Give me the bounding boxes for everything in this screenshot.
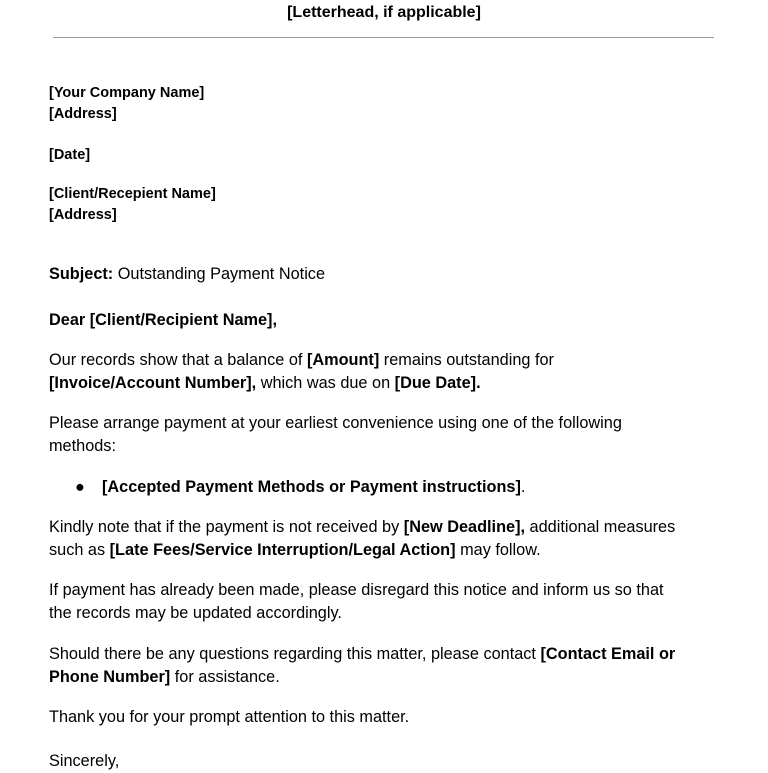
measures-placeholder: [Late Fees/Service Interruption/Legal Action] — [109, 540, 456, 559]
text-run: . — [520, 478, 526, 496]
paragraph-deadline-line1 — [49, 516, 729, 539]
paragraph-balance — [49, 349, 729, 394]
recipient-address: [Address] — [49, 206, 117, 223]
text-run: such as — [49, 540, 110, 559]
bullet-icon: ● — [75, 478, 85, 496]
paragraph-balance-line1 — [49, 349, 729, 372]
closing: Sincerely, — [49, 752, 120, 770]
text-run: additional measures — [525, 518, 676, 536]
paragraph-deadline — [49, 516, 729, 561]
list-item — [75, 476, 525, 499]
paragraph-deadline-line2 — [49, 539, 729, 562]
salutation-text: Dear [Client/Recipient Name], — [49, 311, 277, 329]
sender-company: [Your Company Name] — [49, 85, 205, 101]
date-line: [Date] — [49, 147, 91, 163]
subject-label: Subject: — [49, 265, 114, 283]
paragraph-arrange-line2: methods: — [49, 436, 116, 455]
text-run: Our records show that a balance of — [49, 351, 307, 369]
paragraph-contact-line1 — [49, 643, 729, 666]
invoice-placeholder: [Invoice/Account Number], — [49, 373, 257, 392]
text-run: may follow. — [455, 540, 541, 559]
paragraph-contact — [49, 643, 729, 688]
sender-block — [49, 83, 729, 124]
paragraph-arrange — [49, 412, 729, 457]
text-run: for assistance. — [170, 667, 280, 686]
paragraph-already-paid-line2: the records may be updated accordingly. — [49, 603, 342, 622]
amount-placeholder: [Amount] — [306, 351, 380, 369]
subject-text: Outstanding Payment Notice — [113, 265, 326, 283]
paragraph-thanks: Thank you for your prompt attention to this matter. — [49, 708, 410, 726]
sender-address: [Address] — [49, 105, 117, 122]
contact-placeholder: Phone Number] — [49, 667, 171, 686]
salutation — [49, 309, 729, 332]
paragraph-balance-line2 — [49, 372, 729, 395]
payment-methods-placeholder: [Accepted Payment Methods or Payment instructions] — [102, 478, 521, 496]
due-date-placeholder: [Due Date]. — [394, 373, 481, 392]
text-run: Should there be any questions regarding this matter, please contact — [49, 645, 541, 663]
paragraph-already-paid-line1: If payment has already been made, please disregard this notice and inform us so that — [49, 581, 664, 599]
subject-line — [49, 263, 729, 286]
header-divider — [53, 37, 714, 38]
paragraph-contact-line2 — [49, 666, 729, 689]
text-run: Kindly note that if the payment is not received by — [49, 518, 404, 536]
recipient-name: [Client/Recepient Name] — [49, 186, 216, 202]
text-run: which was due on — [256, 373, 395, 392]
paragraph-already-paid — [49, 579, 729, 624]
text-run: remains outstanding for — [379, 351, 554, 369]
letterhead: [Letterhead, if applicable] — [287, 4, 481, 21]
recipient-block — [49, 184, 729, 225]
paragraph-arrange-line1: Please arrange payment at your earliest convenience using one of the following — [49, 414, 622, 432]
deadline-placeholder: [New Deadline], — [403, 518, 526, 536]
contact-placeholder: [Contact Email or — [540, 645, 676, 663]
